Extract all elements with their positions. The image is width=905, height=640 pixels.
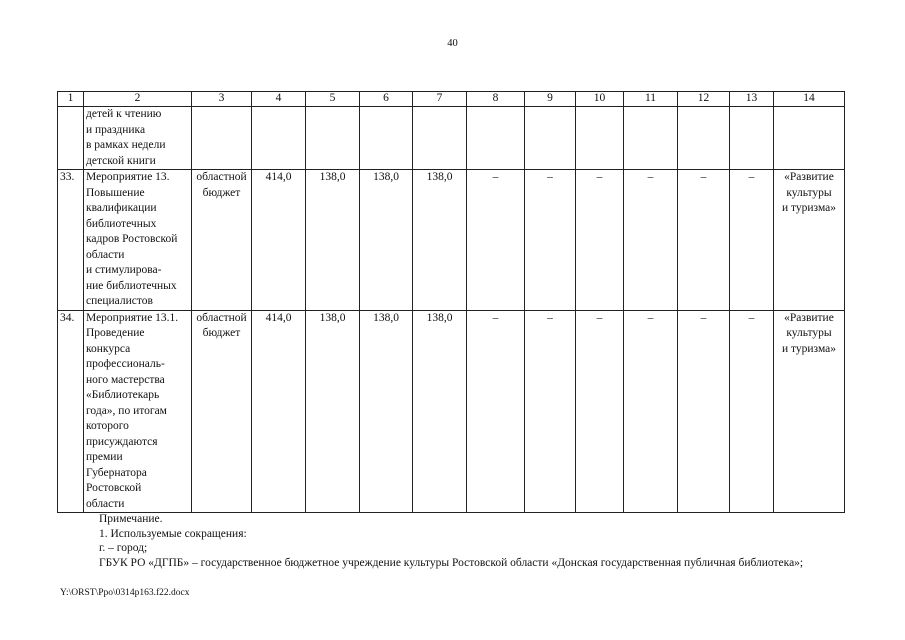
year-value: –: [525, 310, 576, 513]
year-value: 138,0: [306, 310, 360, 513]
year-value: –: [730, 170, 774, 311]
year-value: 138,0: [413, 170, 467, 311]
year-value: 138,0: [306, 170, 360, 311]
year-value: 138,0: [360, 310, 413, 513]
total-value: 414,0: [252, 170, 306, 311]
row-number: 34.: [58, 310, 84, 513]
header-cell: 7: [413, 92, 467, 107]
header-cell: 12: [678, 92, 730, 107]
file-path-footer: Y:\ORST\Ppo\0314p163.f22.docx: [60, 588, 190, 598]
activity-name: Мероприятие 13.1. Проведение конкурса профессиональ- ного мастерства «Библиотекарь года», по итогам которого присуждаются премии Губернатора Ростовской области: [84, 310, 192, 513]
year-value: –: [678, 310, 730, 513]
header-cell: 4: [252, 92, 306, 107]
table-row: [58, 170, 845, 311]
header-cell: 8: [467, 92, 525, 107]
funding-source: областной бюджет: [192, 170, 252, 311]
note-item: ГБУК РО «ДГПБ» – государственное бюджетное учреждение культуры Ростовской области «Донская государственная публичная библиотека»;: [99, 556, 804, 569]
note-title: Примечание.: [99, 513, 163, 525]
year-value: –: [678, 170, 730, 311]
header-cell: 13: [730, 92, 774, 107]
year-value: –: [467, 310, 525, 513]
continuation-text: детей к чтению и праздника в рамках недели детской книги: [84, 107, 192, 170]
header-cell: 6: [360, 92, 413, 107]
funding-source: областной бюджет: [192, 310, 252, 513]
table-header-row: [58, 92, 845, 107]
header-cell: 3: [192, 92, 252, 107]
year-value: 138,0: [413, 310, 467, 513]
table-row-continuation: [58, 107, 845, 170]
program-name: «Развитие культуры и туризма»: [774, 170, 845, 311]
year-value: –: [730, 310, 774, 513]
header-cell: 10: [576, 92, 624, 107]
note-item: г. – город;: [99, 542, 148, 554]
program-name: «Развитие культуры и туризма»: [774, 310, 845, 513]
year-value: –: [576, 170, 624, 311]
header-cell: 14: [774, 92, 845, 107]
note-section: [57, 512, 844, 570]
header-cell: 2: [84, 92, 192, 107]
year-value: –: [576, 310, 624, 513]
header-cell: 11: [624, 92, 678, 107]
year-value: 138,0: [360, 170, 413, 311]
page-number: 40: [447, 38, 458, 49]
year-value: –: [525, 170, 576, 311]
header-cell: 1: [58, 92, 84, 107]
activity-name: Мероприятие 13. Повышение квалификации библиотечных кадров Ростовской области и стимулирова- ние библиотечных специалистов: [84, 170, 192, 311]
year-value: –: [624, 170, 678, 311]
row-number: 33.: [58, 170, 84, 311]
year-value: –: [467, 170, 525, 311]
note-item: 1. Используемые сокращения:: [99, 527, 247, 540]
total-value: 414,0: [252, 310, 306, 513]
header-cell: 5: [306, 92, 360, 107]
header-cell: 9: [525, 92, 576, 107]
budget-table: [57, 91, 845, 513]
table-row: [58, 310, 845, 513]
year-value: –: [624, 310, 678, 513]
